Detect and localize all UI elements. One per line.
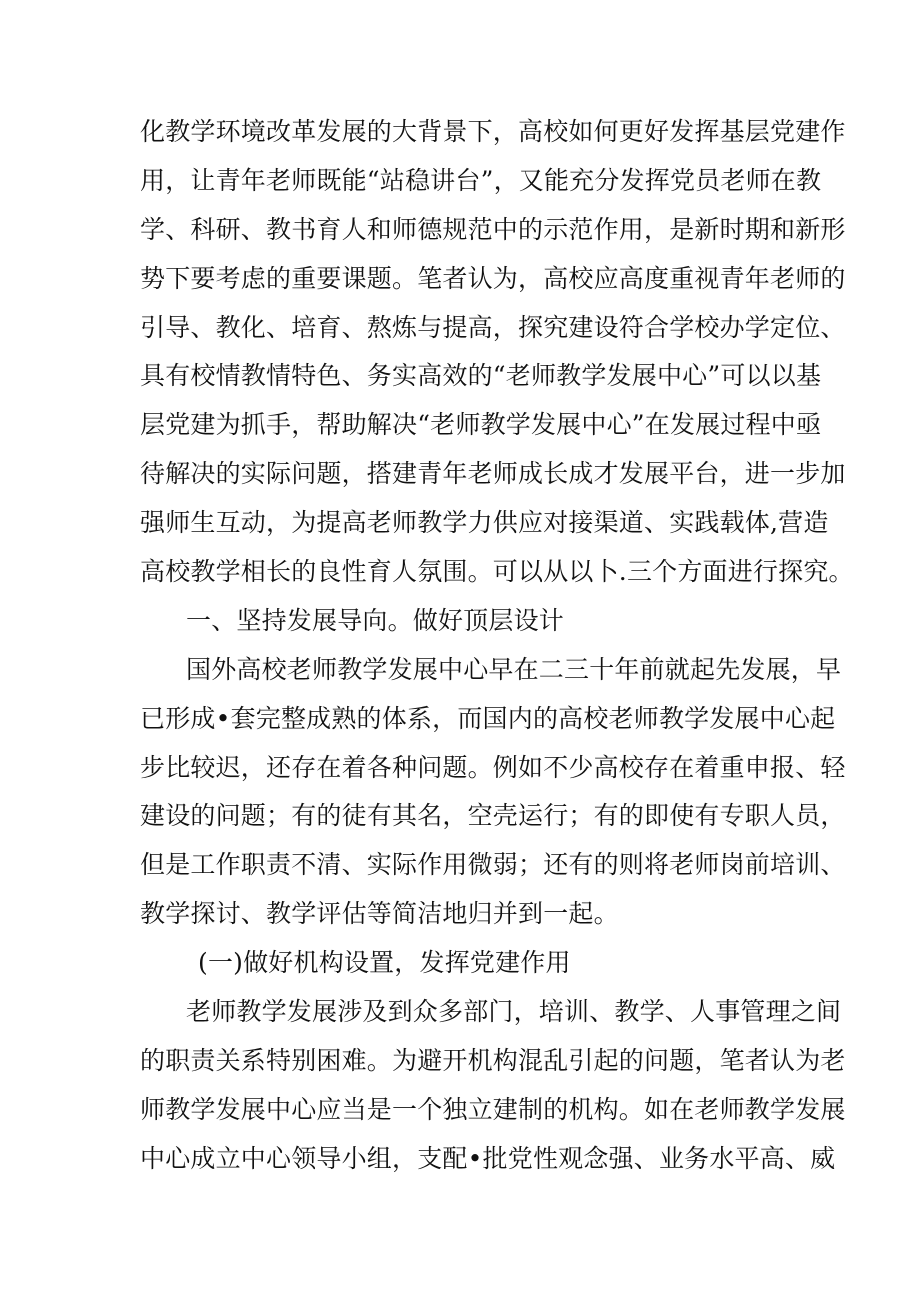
paragraph-line: 教学探讨、教学评估等简洁地归并到一起。 [140, 899, 619, 929]
paragraph-line: 待解决的实际问题，搭建青年老师成长成才发展平台，进一步加 [140, 459, 846, 489]
paragraph-line: 引导、教化、培育、熬炼与提高，探究建设符合学校办学定位、 [140, 312, 846, 342]
paragraph-line: 步比较迟，还存在着各种问题。例如不少高校存在着重申报、轻 [140, 752, 846, 782]
paragraph-line: 建设的问题；有的徒有其名，空壳运行；有的即使有专职人员， [140, 801, 846, 831]
paragraph-line: 化教学环境改革发展的大背景下，高校如何更好发挥基层党建作 [140, 117, 846, 146]
paragraph-line: 国外高校老师教学发展中心早在二三十年前就起先发展，早 [186, 654, 842, 684]
subsection-heading: (一)做好机构设置，发挥党建作用 [198, 948, 571, 978]
paragraph-line: 层党建为抓手，帮助解决“老师教学发展中心”在发展过程中亟 [140, 410, 822, 440]
paragraph-line: 师教学发展中心应当是一个独立建制的机构。如在老师教学发展 [140, 1094, 846, 1124]
section-heading: 一、坚持发展导向。做好顶层设计 [186, 605, 565, 635]
paragraph-line: 中心成立中心领导小组，支配•批党性观念强、业务水平高、威 [140, 1143, 836, 1173]
document-body [140, 108, 854, 1184]
paragraph-line: 高校教学相长的良性育人氛围。可以从以卜.三个方面进行探究。 [140, 557, 854, 587]
paragraph-line: 学、科研、教书育人和师德规范中的示范作用，是新时期和新形 [140, 214, 846, 244]
paragraph-line: 势下要考虑的重要课题。笔者认为，高校应高度重视青年老师的 [140, 263, 846, 293]
paragraph-line: 强师生互动，为提高老师教学力供应对接渠道、实践载体,营造 [140, 508, 829, 538]
paragraph-line: 具有校情教情特色、务实高效的“老师教学发展中心”可以以基 [140, 361, 822, 391]
paragraph-line: 但是工作职责不清、实际作用微弱；还有的则将老师岗前培训、 [140, 850, 846, 880]
paragraph-line: 已形成•套完整成熟的体系，而国内的高校老师教学发展中心起 [140, 703, 836, 733]
paragraph-line: 用，让青年老师既能“站稳讲台”，又能充分发挥党员老师在教 [140, 165, 822, 195]
paragraph-line: 老师教学发展涉及到众多部门，培训、教学、人事管理之间 [186, 997, 842, 1027]
paragraph-line: 的职责关系特别困难。为避开机构混乱引起的问题，笔者认为老 [140, 1045, 846, 1075]
